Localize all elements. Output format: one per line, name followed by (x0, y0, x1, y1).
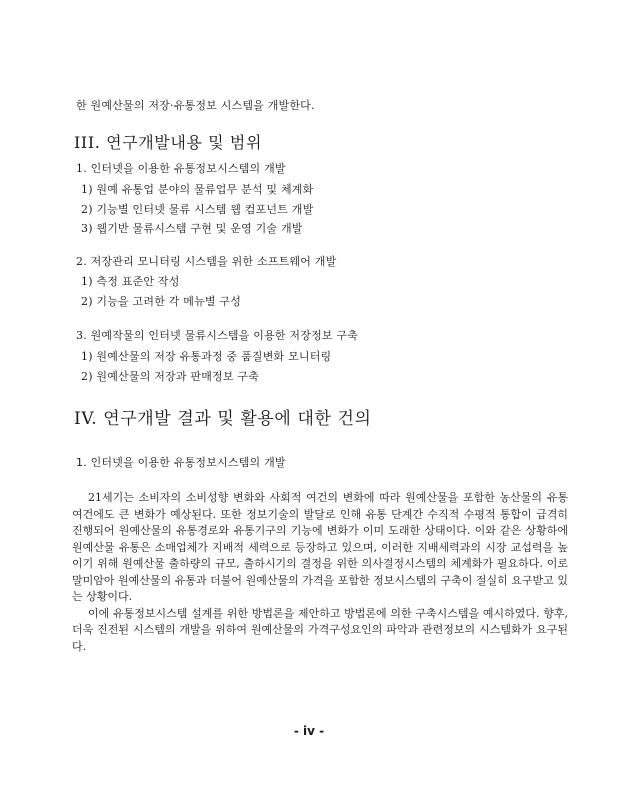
section-4-body (72, 490, 568, 655)
paragraph-1: 21세기는 소비자의 소비성향 변화와 사회적 여건의 변화에 따라 원예산물을 포함한 농산물의 유통 여건에도 큰 변화가 예상된다. 또한 정보기술의 발달로 인해 유통 단계간 수직적 수평적 통합이 급격히 진행되어 원예산물의 유통경로와 유통기구의 기능에 변화가 이미 도래한 상태이다. 이와 같은 상황하에 원예산물 유통은 소매업체가 지배적 세력으로 등장하고 있으며, 이러한 지배세력과의 시장 교섭력을 높이기 위해 원예산물 출하량의 규모, 출하시기의 결정을 위한 의사결정시스템의 체계화가 필요하다. 이로 말미암아 원예산물의 유통과 더불어 원예산물의 가격을 포함한 정보시스템의 구축이 절실히 요구받고 있는 상황이다. (72, 491, 568, 603)
section-3-group-3-item-1: 1) 원예산물의 저장 유통과정 중 품질변화 모니터링 (81, 350, 332, 363)
section-4-subtitle: 1. 인터넷을 이용한 유통정보시스템의 개발 (76, 456, 286, 469)
section-3-group-3-title: 3. 원예작물의 인터넷 물류시스템을 이용한 저장정보 구축 (76, 329, 359, 342)
page-number: - iv - (293, 724, 325, 738)
section-3-group-1-item-1: 1) 원예 유통업 분야의 물류업무 분석 및 체계화 (81, 183, 314, 196)
section-3-heading: III. 연구개발내용 및 범위 (74, 133, 263, 152)
section-3-group-1-title: 1. 인터넷을 이용한 유통정보시스템의 개발 (76, 162, 286, 175)
paragraph-2: 이에 유통정보시스템 설계를 위한 방법론을 제안하고 방법론에 의한 구축시스템을 예시하였다. 향후, 더욱 진전된 시스템의 개발을 위하여 원예산물의 가격구성요인의 파악과 관련정보의 시스템화가 요구된다. (72, 606, 568, 653)
section-4-heading: IV. 연구개발 결과 및 활용에 대한 건의 (74, 409, 372, 429)
section-3-group-1-item-2: 2) 기능별 인터넷 물류 시스템 웹 컴포넌트 개발 (81, 203, 314, 216)
section-3-group-1-item-3: 3) 웹기반 물류시스템 구현 및 운영 기술 개발 (81, 222, 303, 235)
section-3-group-3-item-2: 2) 원예산물의 저장과 판매정보 구축 (81, 370, 260, 383)
section-3-group-2-item-1: 1) 측정 표준안 작성 (81, 275, 180, 288)
section-3-group-2-item-2: 2) 기능을 고려한 각 메뉴별 구성 (81, 295, 242, 308)
intro-line: 한 원예산물의 저장·유통정보 시스템을 개발한다. (76, 99, 315, 112)
section-3-group-2-title: 2. 저장관리 모니터링 시스템을 위한 소프트웨어 개발 (76, 255, 337, 268)
